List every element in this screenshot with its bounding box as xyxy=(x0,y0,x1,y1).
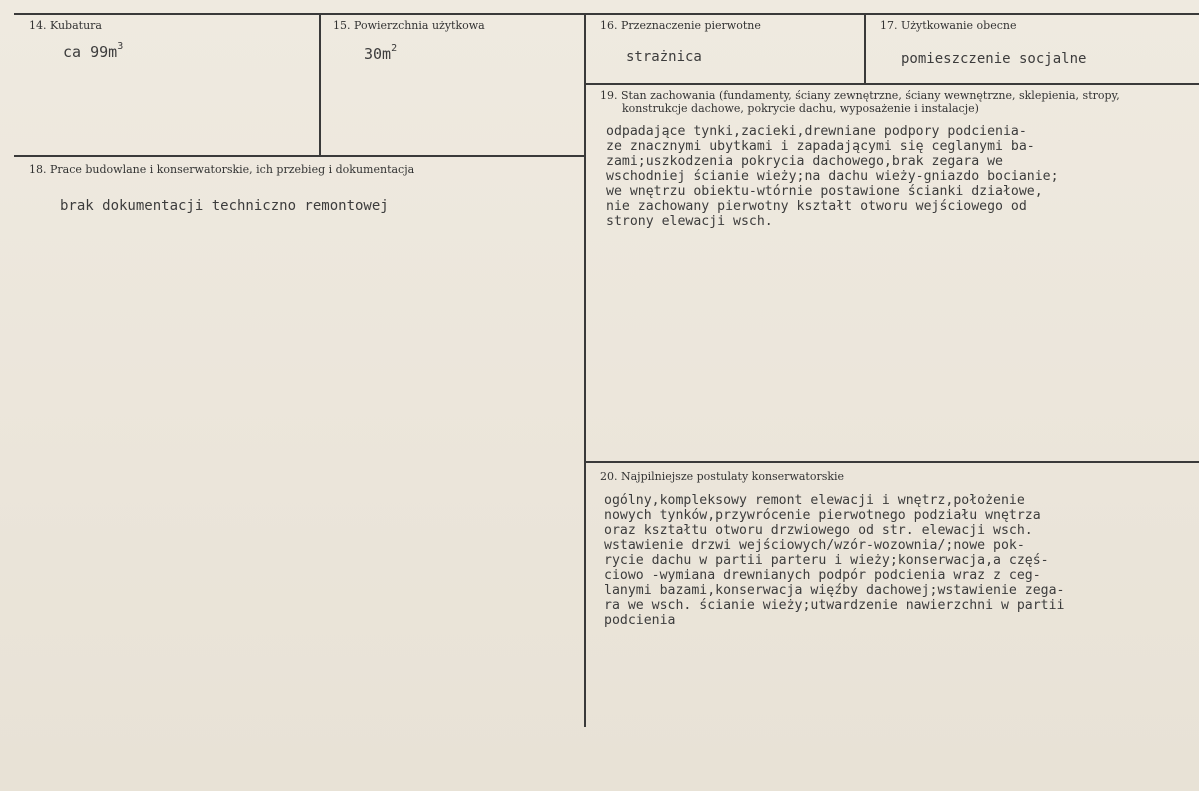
stan-line: nie zachowany pierwotny kształt otworu wejściowego od xyxy=(606,199,1027,214)
postulaty-line: rycie dachu w partii parteru i wieży;konserwacja,a częś- xyxy=(604,553,1049,568)
stan-label-line-1: 19. Stan zachowania (fundamenty, ściany zewnętrzne, ściany wewnętrzne, sklepienia, stropy, xyxy=(600,89,1120,102)
divider-row1-right xyxy=(586,83,1199,85)
stan-label-line-2: konstrukcje dachowe, pokrycie dachu, wyposażenie i instalacje) xyxy=(622,102,979,115)
przeznaczenie-value: strażnica xyxy=(626,49,702,65)
divider-15-16 xyxy=(584,13,586,727)
powierzchnia-value xyxy=(364,45,397,63)
stan-line: wschodniej ścianie wieży;na dachu wieży-gniazdo bocianie; xyxy=(606,169,1059,184)
postulaty-line: nowych tynków,przywrócenie pierwotnego podziału wnętrza xyxy=(604,508,1041,523)
stan-line: ze znacznymi ubytkami i zapadającymi się ceglanymi ba- xyxy=(606,139,1035,154)
prace-label: 18. Prace budowlane i konserwatorskie, ich przebieg i dokumentacja xyxy=(29,163,415,176)
kubatura-unit-exponent: 3 xyxy=(117,41,124,52)
kubatura-label: 14. Kubatura xyxy=(29,19,102,32)
prace-value: brak dokumentacji techniczno remontowej xyxy=(60,198,389,214)
postulaty-line: wstawienie drzwi wejściowych/wzór-wozownia/;nowe pok- xyxy=(604,538,1025,553)
kubatura-value xyxy=(63,43,123,61)
stan-line: odpadające tynki,zacieki,drewniane podpory podcienia- xyxy=(606,124,1027,139)
postulaty-line: oraz kształtu otworu drzwiowego od str. elewacji wsch. xyxy=(604,523,1033,538)
stan-line: zami;uszkodzenia pokrycia dachowego,brak zegara we xyxy=(606,154,1003,169)
powierzchnia-label: 15. Powierzchnia użytkowa xyxy=(333,19,485,32)
kubatura-number: ca 99m xyxy=(63,43,118,61)
uzytkowanie-label: 17. Użytkowanie obecne xyxy=(880,19,1017,32)
postulaty-text xyxy=(604,493,1065,628)
postulaty-line: ra we wsch. ścianie wieży;utwardzenie nawierzchni w partii xyxy=(604,598,1065,613)
postulaty-line: podcienia xyxy=(604,613,676,628)
divider-19-20 xyxy=(586,461,1199,463)
postulaty-line: ciowo -wymiana drewnianych podpór podcienia wraz z ceg- xyxy=(604,568,1041,583)
postulaty-line: ogólny,kompleksowy remont elewacji i wnętrz,położenie xyxy=(604,493,1025,508)
powierzchnia-number: 30m xyxy=(364,45,392,63)
top-border xyxy=(14,13,1199,15)
stan-text xyxy=(606,124,1059,229)
postulaty-label: 20. Najpilniejsze postulaty konserwatorskie xyxy=(600,470,845,483)
divider-16-17 xyxy=(864,13,866,83)
uzytkowanie-value: pomieszczenie socjalne xyxy=(901,51,1087,67)
divider-row1-left xyxy=(14,155,586,157)
powierzchnia-unit-exponent: 2 xyxy=(391,43,398,54)
divider-14-15 xyxy=(319,13,321,155)
postulaty-line: lanymi bazami,konserwacja więźby dachowej;wstawienie zega- xyxy=(604,583,1065,598)
przeznaczenie-label: 16. Przeznaczenie pierwotne xyxy=(600,19,761,32)
stan-line: we wnętrzu obiektu-wtórnie postawione ścianki działowe, xyxy=(606,184,1043,199)
stan-line: strony elewacji wsch. xyxy=(606,214,773,229)
